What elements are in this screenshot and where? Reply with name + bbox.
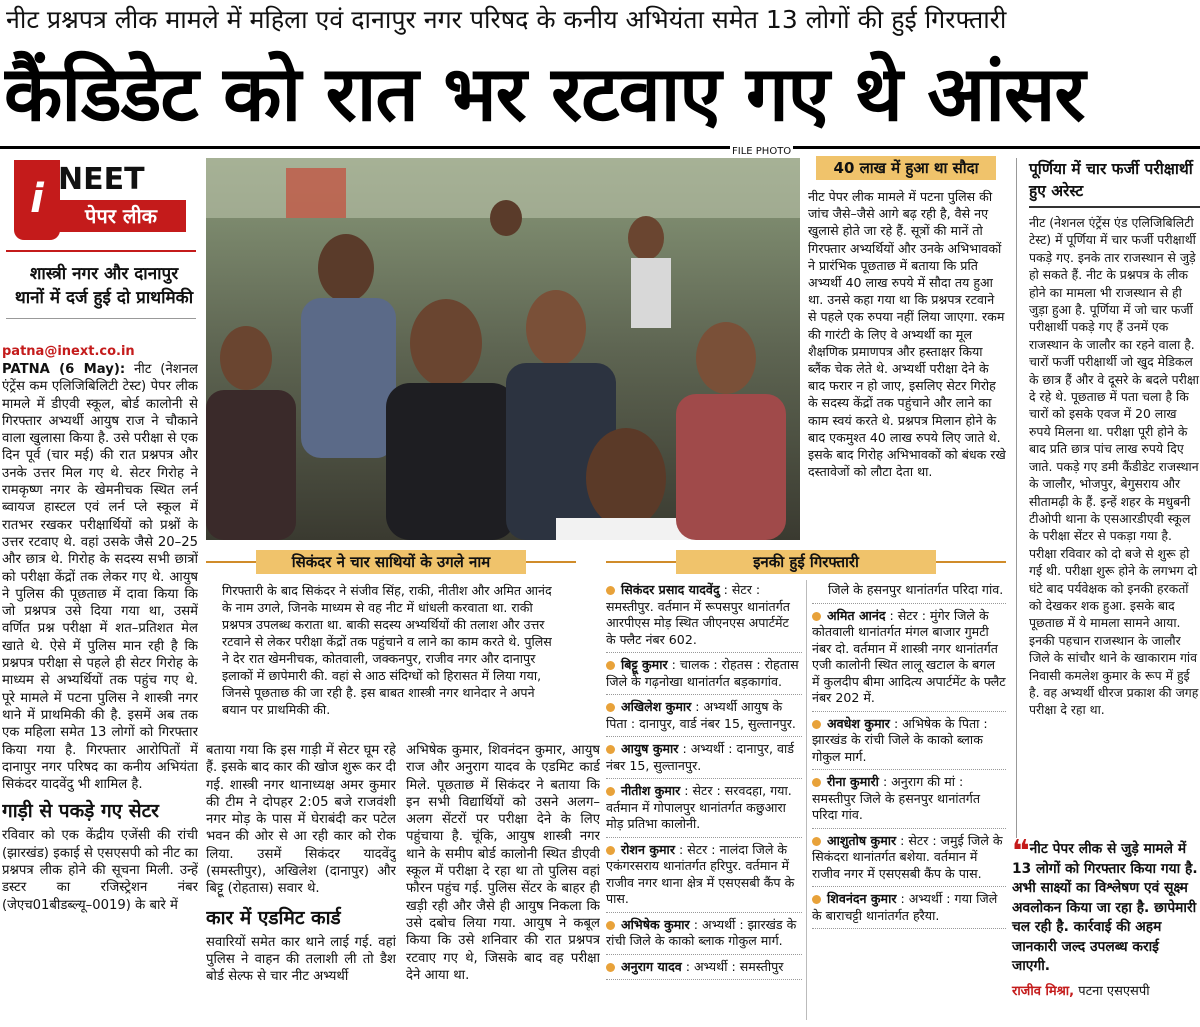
arrests-title: इनकी हुई गिरफ्तारी (676, 550, 936, 574)
arrest-name: अनुराग यादव (621, 958, 682, 974)
arrest-item (606, 695, 802, 737)
arrest-details: : सेटर : नालंदा जिले के एकंगरसराय थानांतर्गत हरिपुर. वर्तमान में राजीव नगर थाना क्षेत्र में एसएसबी कैंप के पास. (606, 841, 795, 906)
col1-body2: रविवार को एक केंद्रीय एजेंसी की रांची (झारखंड) इकाई से एसएसपी को नीट का प्रश्नपत्र लीक होने की सूचना मिली. उन्हें डस्टर का रजिस्ट्रेशन नंबर (जेएच01बीडब्ल्यू–0019) के बारे में (2, 828, 198, 913)
purnia-box-body: नीट (नेशनल एंट्रेंस एंड एलिजिबिलिटी टेस्ट) में पूर्णिया में चार फर्जी परीक्षार्थी पकड़े गए. इनके तार राजस्थान से जुड़े हो सकते हैं. नीट के प्रश्नपत्र के लीक होने का मामला भी राजस्थान से ही जुड़ा हुआ है. पूर्णिया में जो चार फर्जी परीक्षार्थी पकड़े गए हैं उनमें एक राजस्थान के जालौर का रहने वाला है. चारों फर्जी परीक्षार्थी जो खुद मेडिकल के छात्र हैं और वे दूसरे के बदले परीक्षा दे रहे थे. पूछताछ में पता चला है कि चारों को इसके एवज में 20 लाख रुपये मिलना था. परीक्षा पूरी होने के बाद प्रति छात्र पांच लाख रुपये दिए जाते. पकड़े गए डमी कैंडीडेट राजस्थान के जालौर, भोजपुर, बेगुसराय और सीतामढ़ी के हैं. इन्हें शहर के मधुबनी टीओपी थाना के एसआरडीएवी स्कूल के परीक्षा सेंटर से पकड़ा गया है. परीक्षा रविवार को दो बजे से शुरू हो गई थी. परीक्षा शुरू होने के लगभग दो घंटे बाद पर्यवेक्षक को इनकी हरकतों को देखकर शक हुआ. इसके बाद पूछताछ में ये मामला सामने आया. इनकी पहचान राजस्थान के जालौर जिले के सांचौर थाने के खाकाराम गांव निवासी कमलेश कुमार के रूप में हुई है. वह अभ्यर्थी धीरज प्रकाश की जगह परीक्षा दे रहा था. (1029, 215, 1199, 718)
bullet-icon (606, 703, 615, 712)
arrest-details: : सेटर : सरवदहा, गया. वर्तमान में गोपालपुर थानांतर्गत कछुआरा मोड़ प्रतिभा कालोनी. (606, 783, 792, 831)
neet-logo (6, 158, 196, 246)
arrest-details: : अभिषेक के पिता : झारखंड के रांची जिले के काको ब्लाक गोकुल मार्ग. (812, 715, 988, 764)
col2-body: बताया गया कि इस गाड़ी में सेटर घूम रहे हैं. इसके बाद कार की खोज शुरू कर दी गई. शास्त्री नगर थानाध्यक्ष अमर कुमार की टीम ने दोपहर 2:05 बजे राजवंशी नगर मोड़ के पास में घेराबंदी कर पटेल भवन की ओर से आ रही कार को रोक लिया. उसमें सिकंदर यादवेंदु (समस्तीपुर), अखिलेश (दानापुर) और बिट्टू (रोहतास) सवार थे. (206, 743, 396, 897)
dateline: PATNA (6 May): (2, 362, 126, 377)
arrest-name: अभिषेक कुमार (621, 916, 690, 932)
bullet-icon (812, 720, 821, 729)
purnia-box-title: पूर्णिया में चार फर्जी परीक्षार्थी हुए अरेस्ट (1029, 160, 1193, 200)
arrest-details: : चालक : रोहतस : रोहतास जिले के गढ़नोखा थानांतर्गत बड़कागांव. (606, 657, 799, 689)
arrest-details: : अभ्यर्थी : समस्तीपुर (681, 958, 784, 974)
arrest-item (606, 913, 802, 955)
col2-body2: सवारियों समेत कार थाने लाई गई. वहां पुलिस ने वाहन की तलाशी ली तो डैश बोर्ड सेल्फ से चार नीट अभ्यर्थी (206, 934, 396, 985)
deal-box (808, 156, 1006, 526)
quote-mark-icon: ❝ (1012, 834, 1030, 869)
arrest-item (606, 838, 802, 913)
sikandar-box-title: सिकंदर ने चार साथियों के उगले नाम (256, 550, 526, 574)
purnia-box (1016, 158, 1200, 838)
arrest-item (606, 779, 802, 838)
news-photo (206, 158, 800, 540)
deal-box-body: नीट पेपर लीक मामले में पटना पुलिस की जांच जैसे–जैसे आगे बढ़ रही है, वैसे नए खुलासे होते जा रहे हैं. सूत्रों की मानें तो गिरफ्तार अभ्यर्थियों और उनके अभिभावकों ने प्रारंभिक पूछताछ में बताया कि प्रति अभ्यर्थी 40 लाख रुपये में सौदा तय हुआ था. उनसे कहा गया था कि प्रश्नपत्र रटवाने से पहले एक रुपया नहीं लिया जाएगा. रकम की गारंटी के लिए वे अभ्यर्थी का मूल शैक्षणिक प्रमाणपत्र और हस्ताक्षर किया ब्लैंक चेक लेते थे. अभ्यर्थी परीक्षा देने के बाद फरार न हो जाए, इसलिए सेटर गिरोह के सदस्य केंद्रों तक पहुंचाने और लाने का काम स्वयं करते थे. प्रश्नपत्र मिलान होने के बाद एकमुश्त 40 लाख रुपये लिए जाते थे. इसके बाद गिरोह अभिभावकों को बंधक रखे दस्तावेजों को लौटा देता था. (808, 189, 1006, 480)
bullet-icon (606, 787, 615, 796)
kicker-headline: नीट प्रश्नपत्र लीक मामले में महिला एवं दानापुर नगर परिषद के कनीय अभियंता समेत 13 लोगों की हुई गिरफ्तारी (6, 5, 1007, 34)
sikandar-box-body: गिरफ्तारी के बाद सिकंदर ने संजीव सिंह, राकी, नीतीश और अमित आनंद के नाम उगले, जिनके माध्यम से वह नीट में धांधली करवाता था. राकी प्रश्नपत्र उपलब्ध कराता था. बाकी सदस्य अभ्यर्थियों की तलाश और उत्तर रटवाने से लेकर परीक्षा केंद्रों तक पहुंचाने व लाने का काम करते थे. पुलिस ने देर रात खेमनीचक, कोतवाली, जक्कनपुर, राजीव नगर और दानापुर इलाकों में छापेमारी की. वहां से आठ संदिग्धों को हिरासत में लिया गया, जिनसे पूछताछ की जा रही है. इस बाबत शास्त्री नगर थानेदार ने अपने बयान पर प्राथमिकी की. (222, 583, 552, 717)
quote-author-role: पटना एसएसपी (1074, 983, 1150, 999)
logo-rule (6, 250, 196, 252)
bullet-icon (812, 837, 821, 846)
arrest-item (812, 770, 1006, 829)
quote-author: राजीव मिश्रा, (1012, 983, 1075, 999)
bullet-icon (606, 745, 615, 754)
arrest-details: : अभ्यर्थी आयुष के पिता : दानापुर, वार्ड नंबर 15, सुल्तानपुर. (606, 699, 796, 731)
arrest-item (812, 712, 1006, 771)
arrests-section (606, 548, 1006, 1027)
bullet-icon (812, 778, 821, 787)
arrests-divider (806, 580, 807, 1020)
section-heading-admit: कार में एडमिट कार्ड (206, 906, 341, 929)
arrest-name: अखिलेश कुमार (621, 699, 692, 714)
neet-logo-word: NEET (58, 162, 145, 197)
arrest-details: : अभ्यर्थी : गया जिले के बाराचट्टी थानांतर्गत हरैया. (812, 891, 998, 923)
bullet-icon (606, 661, 615, 670)
arrest-item (606, 737, 802, 779)
subhead: शास्त्री नगर और दानापुर थानों में दर्ज हुई दो प्राथमिकी (14, 264, 194, 308)
arrest-item (812, 887, 1006, 929)
quote-text: नीट पेपर लीक से जुड़े मामले में 13 लोगों को गिरफ्तार किया गया है. अभी साक्ष्यों का विश्लेषण एवं सूक्ष्म अवलोकन किया जा रहा है. छापेमारी चल रही है. कार्रवाई की अहम जानकारी जल्द उपलब्ध कराई जाएगी. (1012, 841, 1198, 974)
arrest-details: : अभ्यर्थी : झारखंड के रांची जिले के काको ब्लाक गोकुल मार्ग. (606, 916, 797, 948)
ssp-quote (1012, 834, 1200, 1027)
arrest-name: रीना कुमारी (827, 774, 879, 789)
arrest-item (606, 653, 802, 695)
arrest-details: : सेटर : समस्तीपुर. वर्तमान में रूपसपुर थानांतर्गत आरपीएस मोड़ स्थित जीएनएस अपार्टमेंट के फ्लैट नंबर 602. (606, 582, 790, 647)
info-icon: i (14, 160, 60, 240)
students-crowd-image (206, 158, 800, 540)
bullet-icon (812, 612, 821, 621)
arrests-right-list (812, 578, 1006, 929)
subhead-rule (6, 318, 196, 319)
bullet-icon (606, 586, 615, 595)
arrests-left-list (606, 578, 802, 980)
bullet-icon (606, 963, 615, 972)
bullet-icon (606, 846, 615, 855)
deal-box-title: 40 लाख में हुआ था सौदा (816, 156, 996, 180)
arrest-name: सिकंदर प्रसाद यादवेंदु (621, 582, 720, 597)
arrest-name: अवधेश कुमार (827, 715, 890, 731)
main-headline: कैंडिडेट को रात भर रटवाए गए थे आंसर (4, 49, 1085, 138)
arrest-name: अमित आनंद (827, 607, 886, 623)
arrest-item (812, 604, 1006, 712)
arrest-name: नीतीश कुमार (621, 783, 681, 798)
arrest-details: : सेटर : जमुई जिले के सिकंदरा थानांतर्गत बशेया. वर्तमान में राजीव नगर में एसएसबी कैंप के पास. (812, 832, 1003, 881)
arrest-details: : अभ्यर्थी : दानापुर, वार्ड नंबर 15, सुल्तानपुर. (606, 741, 794, 773)
arrest-item (812, 829, 1006, 888)
neet-logo-label: पेपर लीक (56, 200, 186, 232)
column-2 (206, 742, 396, 1027)
arrest-item (606, 955, 802, 981)
arrest-details: : सेटर : मुंगेर जिले के कोतवाली थानांतर्गत मंगल बाजार गुमटी नंबर दो. वर्तमान में शास्त्री नगर थानांतर्गत एजी कालोनी स्थित लालू खटाल के बगल में कुलदीप बीमा आदित्य अपार्टमेंट के फ्लैट नंबर 202 में. (812, 607, 1006, 705)
bullet-icon (606, 921, 615, 930)
reporter-email[interactable]: patna@inext.co.in (2, 344, 135, 359)
column-3: अभिषेक कुमार, शिवनंदन कुमार, आयुष राज और अनुराग यादव के एडमिट कार्ड मिले. पूछताछ में सिकंदर ने बताया कि इन सभी विद्यार्थियों को उसने अलग–अलग सेंटरों पर परीक्षा देने के लिए पहुंचाया है. चूंकि, आयुष शास्त्री नगर थाने के समीप बोर्ड कालोनी स्थित डीएवी स्कूल में परीक्षा दे रहा था तो पुलिस वहां फौरन पहुंच गई. पुलिस सेंटर के बाहर ही खड़ी रही और जैसे ही आयुष निकला कि उसे दबोच लिया गया. आयुष ने कबूल किया कि उसे शनिवार की रात प्रश्नपत्र रटवाए गए थे, जिसके बाद वह परीक्षा देने आया था. (406, 743, 600, 983)
header-rule (0, 146, 1200, 149)
arrest-details: : अनुराग की मां : समस्तीपुर जिले के हसनपुर थानांतर्गत परिदा गांव. (812, 774, 981, 822)
section-heading-car: गाड़ी से पकड़े गए सेटर (2, 800, 159, 823)
arrest-name: आयुष कुमार (621, 741, 679, 756)
arrest-name: आशुतोष कुमार (827, 832, 897, 848)
arrest-name: रोशन कुमार (621, 841, 675, 857)
sikandar-box (206, 548, 576, 748)
arrest-continued-text: जिले के हसनपुर थानांतर्गत परिदा गांव. (812, 578, 1006, 604)
column-1 (2, 361, 198, 1027)
bullet-icon (812, 895, 821, 904)
arrest-name: शिवनंदन कुमार (827, 891, 897, 906)
photo-credit: FILE PHOTO (732, 146, 792, 157)
arrest-name: बिट्टू कुमार (621, 657, 668, 672)
col1-body: नीट (नेशनल एंट्रेंस कम एलिजिबिलिटी टेस्ट) पेपर लीक मामले में डीएवी स्कूल, बोर्ड कालोनी से गिरफ्तार अभ्यर्थी आयुष राज ने चौकाने वाला खुलासा किया है. उसे परीक्षा से एक दिन पूर्व (चार मई) की रात प्रश्नपत्र और उनके उत्तर मिल गए थे. सेटर गिरोह ने रामकृष्ण नगर के खेमनीचक स्थित लर्न ब्वायज हास्टल एवं लर्न प्ले स्कूल में रातभर रखकर परीक्षार्थियों को प्रश्नों के उत्तर रटवाए थे. वहां उसके जैसे 20–25 और छात्र थे. गिरोह के सदस्य सभी छात्रों को परीक्षा केंद्रों तक लेकर गए थे. आयुष ने पुलिस की पूछताछ में दावा किया कि जो प्रश्नपत्र उसे दिया गया था, उसमें वर्णित प्रश्न परीक्षा में शत–प्रतिशत मेल खाते थे. ऐसे में पुलिस मान रही है कि प्रश्नपत्र परीक्षा से पहले ही सेटर गिरोह के माध्यम से अभ्यर्थियों तक पहुंच गए थे. पूरे मामले में पटना पुलिस ने शास्त्री नगर थाने में प्राथमिकी की है. इसमें अब तक एक महिला समेत 13 लोगों को गिरफ्तार किया गया है. गिरफ्तार आरोपितों में दानापुर नगर परिषद का कनीय अभियंता सिकंदर यादवेंदु भी शामिल है. (2, 362, 198, 793)
arrest-item (606, 578, 802, 653)
